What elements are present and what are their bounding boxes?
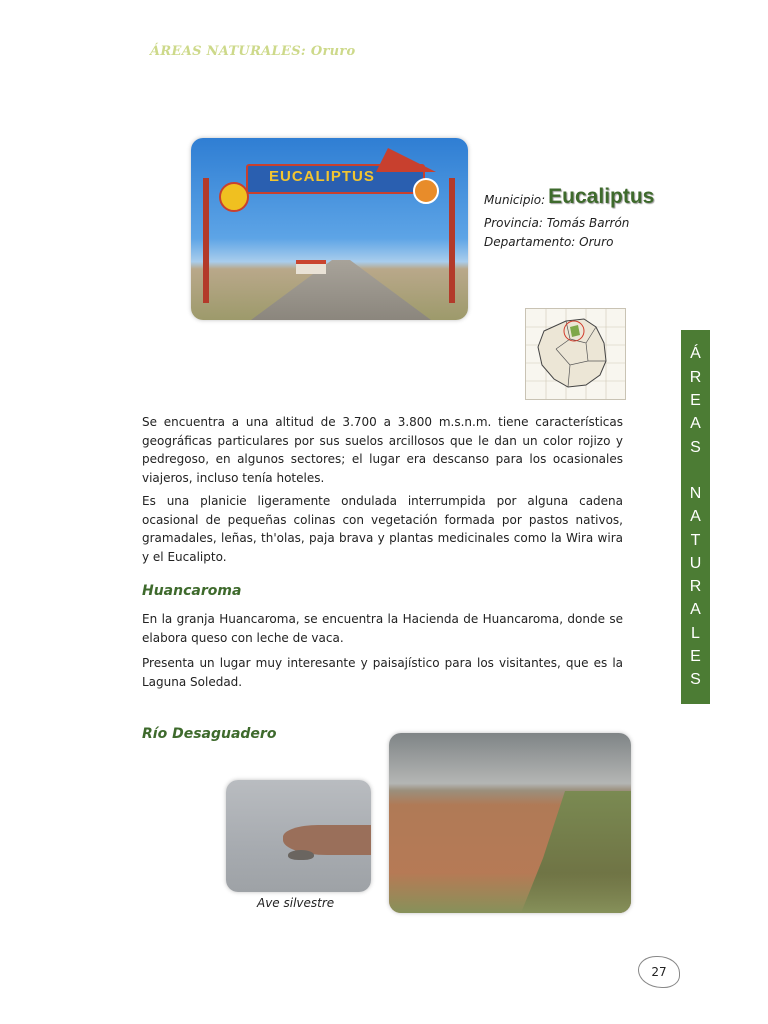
paragraph-huancaroma-granja: En la granja Huancaroma, se encuentra la Hacienda de Huancaroma, donde se elabora queso con leche de vaca.: [142, 612, 623, 645]
banner-letter: E: [690, 392, 701, 410]
section-title-rio-desaguadero: Río Desaguadero: [142, 726, 277, 742]
banner-letter: L: [691, 624, 700, 642]
banner-letter: T: [690, 531, 701, 549]
eucaliptus-arch-photo: [191, 138, 468, 320]
banner-letter: A: [690, 601, 701, 619]
banner-letter: A: [690, 508, 701, 526]
municipio-name: Eucaliptus: [548, 185, 655, 208]
arch-sign-text: EUCALIPTUS: [269, 168, 375, 185]
arch-pillar-left: [203, 178, 209, 303]
road: [251, 260, 431, 320]
bird: [288, 850, 314, 860]
running-header: ÁREAS NATURALES: Oruro: [150, 44, 356, 59]
location-map: [525, 308, 626, 400]
bird-photo-caption: Ave silvestre: [257, 896, 335, 910]
section-title-huancaroma: Huancaroma: [142, 583, 242, 599]
banner-letter: R: [689, 368, 702, 386]
provincia-line: Provincia: Tomás Barrón: [484, 216, 630, 230]
arch-pillar-right: [449, 178, 455, 303]
river-photo: [389, 733, 631, 913]
page-number: 27: [638, 956, 680, 988]
departamento-line: Departamento: Oruro: [484, 235, 614, 249]
arch-roof: [376, 148, 436, 172]
banner-letter: Á: [690, 345, 701, 363]
banner-letter: U: [689, 554, 702, 572]
municipio-label: Municipio:: [484, 193, 546, 207]
paragraph-planicie: Es una planicie ligeramente ondulada interrumpida por alguna cadena ocasional de pequeñas colinas con vegetación formada por pastos nativos, gramadales, leñas, th'olas, paja brava y plantas medicinales como la Wira wira y el Eucalipto.: [142, 494, 623, 564]
arch-logo-right: [413, 178, 439, 204]
paragraph-altitud: Se encuentra a una altitud de 3.700 a 3.800 m.s.n.m. tiene características geográficas particulares por sus suelos arcillosos que le dan un color rojizo y pedregoso, en algunos sectores; el lugar era descanso para los ocasionales viajeros, incluso tenía hoteles.: [142, 415, 623, 485]
arch-logo-left: [219, 182, 249, 212]
background-house: [296, 260, 326, 274]
banner-letter: A: [690, 415, 701, 433]
paragraph-laguna-soledad: Presenta un lugar muy interesante y paisajístico para los visitantes, que es la Laguna Soledad.: [142, 656, 623, 689]
banner-letter: E: [690, 647, 701, 665]
bird-photo: [226, 780, 371, 892]
banner-letter: R: [689, 578, 702, 596]
banner-letter: S: [690, 671, 701, 689]
banner-letter: N: [689, 484, 702, 502]
banner-letter: S: [690, 438, 701, 456]
areas-naturales-banner: [681, 330, 710, 704]
municipio-row: [484, 186, 654, 207]
grass-foreground: [389, 873, 631, 913]
